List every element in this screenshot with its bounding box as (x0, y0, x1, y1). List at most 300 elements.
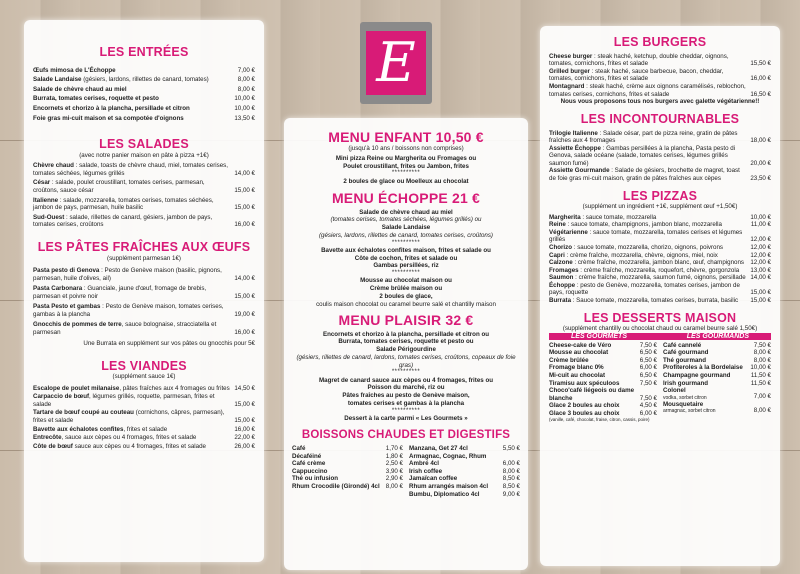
menu-item-text (292, 475, 386, 483)
menu-item-name: Végétarienne (549, 228, 588, 236)
menu-item-name: Cheese-cake de Véro (549, 341, 612, 349)
menu-line: Crème brûlée maison ou (369, 285, 443, 293)
menu-item (33, 267, 255, 282)
menu-item-text (549, 145, 750, 168)
menu-item (549, 364, 657, 372)
menu-item-name: Carpaccio de bœuf (33, 393, 90, 401)
menu-item-name: Tartare de bœuf coupé au couteau (33, 409, 134, 417)
menu-item-text (33, 434, 234, 442)
section-title: LES ENTRÉES (99, 45, 189, 59)
menu-item-price: 10,00 € (234, 95, 255, 103)
menu-item-price: 12,00 € (750, 259, 771, 267)
menu-item-text (409, 468, 503, 476)
menu-item-text (33, 105, 234, 113)
menu-item (33, 95, 255, 103)
menu-item (663, 372, 771, 380)
menu-item (549, 252, 771, 260)
menu-plaisir-title: MENU PLAISIR 32 € (338, 312, 474, 329)
menu-item-desc: : steak haché, ketchup, double cheddar, oignons, tomates, cornichons, frites et salade (549, 52, 729, 68)
menu-item-text (549, 410, 640, 418)
menu-item (549, 221, 771, 229)
menu-item-desc: , légumes grillés, roquette, parmesan, frites et salade (33, 393, 215, 408)
menu-item-price: 2,90 € (385, 475, 403, 483)
menu-item-price: 14,00 € (750, 274, 771, 282)
menu-item-price: 7,00 € (753, 393, 771, 401)
menu-item-text (33, 76, 238, 84)
menu-item-desc: : crème fraîche, mozzarella, jambon blanc, œuf, champignons (572, 259, 744, 267)
menu-item-desc: : crème fraîche, mozzarella, roquefort, chèvre, gorgonzola (578, 266, 740, 274)
menu-item-desc: , pâtes fraîches aux 4 fromages ou frites (119, 384, 230, 392)
section-incontournables (549, 113, 771, 183)
left-menu-panel (24, 20, 264, 562)
menu-item (549, 357, 657, 365)
menu-item-text (33, 86, 238, 94)
menu-enfant-line: Mini pizza Reine ou Margherita ou Fromages ou (335, 154, 477, 162)
menu-item-text (663, 342, 754, 350)
section-title: LES BURGERS (613, 35, 707, 49)
menu-item-price: 3,90 € (385, 467, 403, 475)
menu-item-name: Pasta pesto di Genova (33, 267, 100, 274)
menu-item-name: Œufs mimosa de L'Échoppe (33, 66, 116, 74)
menu-item-text (33, 214, 234, 229)
menu-item-text (549, 364, 640, 372)
menu-item-price: 11,50 € (750, 371, 771, 379)
menu-item-desc: : Pesto de Genève maison, tomates cerises, gambas à la plancha (33, 303, 224, 318)
menu-item-price: 23,50 € (750, 175, 771, 182)
menu-item-text (663, 357, 754, 365)
menu-enfant-line: 2 boules de glace ou Moelleux au chocolat (343, 177, 469, 185)
menu-item-text (409, 445, 503, 453)
menu-item-name: Saumon (549, 274, 574, 282)
menu-line: (tomates cerises, tomates séchées, légumes grillés) ou (330, 216, 482, 224)
menu-item-desc: : crème fraîche, mozzarella, saumon fumé, oignons, persillade (573, 274, 746, 282)
section-subtitle: (supplément chantilly ou chocolat chaud ou caramel beurre salé 1,50€) (562, 325, 758, 333)
menu-item-name: Assiette Échoppe (549, 144, 601, 152)
menu-item-price: 12,00 € (750, 244, 771, 251)
menu-item-name: Bavette aux échalotes confites (33, 425, 124, 433)
menu-item (33, 385, 255, 393)
menu-item-price: 15,00 € (750, 289, 771, 297)
menu-line: coulis maison chocolat ou caramel beurre salé et chantilly maison (316, 300, 496, 308)
menu-item-text (33, 179, 234, 194)
menu-item-name: Profiteroles à la Bordelaise (663, 364, 743, 372)
menu-item-desc: , sauce bolognaise, stracciatella et parmesan (33, 321, 217, 336)
menu-item (33, 393, 255, 408)
band-gourmands: LES GOURMANDS (686, 332, 749, 340)
menu-item-text (549, 297, 750, 305)
menu-item (292, 468, 403, 476)
section-subtitle: (supplément parmesan 1€) (107, 254, 181, 262)
menu-item (33, 105, 255, 113)
menu-item-name: Chèvre chaud (33, 162, 74, 170)
menu-item (33, 67, 255, 75)
menu-item-name: César (33, 179, 51, 187)
menu-item-price: 15,50 € (750, 60, 771, 68)
menu-item-price: 11,50 € (750, 379, 771, 387)
menu-item-text (33, 267, 234, 282)
menu-item-price: 15,00 € (750, 296, 771, 304)
menu-item-price: 7,00 € (237, 66, 255, 74)
menu-item-name: Mousquetaire (663, 400, 704, 408)
menu-item-text (663, 349, 754, 357)
menu-item-name: Décaféiné (292, 452, 322, 460)
menu-item-name: Thé gourmand (663, 356, 706, 364)
menu-line: Poisson du marché, riz ou (367, 384, 445, 392)
menu-item-text (33, 162, 234, 177)
menu-item-text (549, 130, 750, 145)
pates-note: Une Burrata en supplément sur vos pâtes ou gnocchis pour 5€ (83, 339, 255, 347)
menu-item-price: 1,80 € (385, 452, 403, 460)
menu-item-price: 16,00 € (750, 75, 771, 83)
menu-item-text (409, 475, 503, 483)
menu-item (549, 83, 771, 98)
menu-item-text (549, 221, 751, 229)
menu-item-text (33, 285, 234, 300)
menu-item-price: 1,70 € (385, 445, 403, 453)
menu-item-text (549, 282, 750, 297)
menu-item (549, 282, 771, 297)
menu-item-name: Armagnac, Cognac, Rhum Ambré 4cl (409, 452, 487, 468)
menu-item-price: 16,00 € (234, 221, 255, 229)
menu-item (549, 145, 771, 168)
menu-item (292, 460, 403, 468)
menu-item (292, 483, 403, 491)
menu-item-desc: : sauce tomate, mozzarella, chorizo, oignons, poivrons (572, 244, 724, 251)
menu-item-price: 10,00 € (234, 105, 255, 112)
menu-item-text (33, 197, 234, 212)
menu-item-name: Sud-Ouest (33, 213, 65, 221)
menu-item-name: Irish gourmand (663, 379, 709, 387)
menu-item-name: Mi-cuit au chocolat (549, 371, 606, 379)
menu-item-text (33, 385, 234, 393)
menu-line: Bavette aux échalotes confites maison, frites et salade ou (321, 246, 491, 254)
menu-item-text (409, 483, 503, 491)
menu-item-price: 7,50 € (639, 341, 657, 349)
menu-item-name: Fromages (549, 266, 579, 274)
menu-line: Burrata, tomates cerises, roquette et pesto ou (338, 338, 474, 346)
menu-item-price: 8,00 € (753, 406, 771, 414)
menu-item (33, 197, 255, 212)
menu-item-name: Café gourmand (663, 349, 709, 357)
menu-item-name: Côte de bœuf (33, 442, 73, 450)
menu-line: Mousse au chocolat maison ou (360, 277, 452, 285)
menu-item-text (409, 453, 503, 468)
menu-item (663, 357, 771, 365)
menu-item-name: Grilled burger (549, 67, 590, 75)
menu-item-text (549, 83, 750, 98)
menu-item-text (33, 303, 234, 318)
menu-item-price: 13,00 € (750, 266, 771, 274)
menu-item (292, 453, 403, 461)
menu-item-price: 14,00 € (234, 169, 255, 177)
menu-item-text (33, 409, 234, 424)
section-pizzas (549, 190, 771, 305)
menu-item-desc: : sauce tomate, mozzarella (580, 213, 657, 221)
menu-item-text (33, 393, 234, 408)
menu-item-text (663, 387, 754, 401)
menu-item (549, 267, 771, 275)
menu-item-desc: : Salade césar, part de pizza reine, gratin de pâtes fraîches aux 4 fromages (549, 129, 738, 145)
menu-item-price: 16,50 € (750, 90, 771, 98)
menu-enfant-subtitle: (jusqu'à 10 ans / boissons non comprises) (348, 145, 464, 153)
menu-item-desc: : sauce tomate, champignons, jambon blanc, mozzarella (565, 221, 723, 229)
menu-item (409, 453, 520, 468)
menu-enfant-line: Poulet croustillant, frites ou Jambon, frites (343, 162, 469, 170)
menu-item-text (292, 453, 386, 461)
menu-item-name: Glace 3 boules au choix (549, 409, 620, 417)
menu-item-text (33, 95, 234, 103)
menu-line: Salade Landaise (381, 224, 431, 232)
menu-item-price: 12,00 € (750, 251, 771, 259)
menu-item (409, 483, 520, 491)
menu-item-price: 6,00 € (639, 364, 657, 372)
menu-item-desc: : sauce tomate, mozzarella, tomates cerises et légumes grillés (549, 228, 743, 244)
menu-item-price: 9,00 € (502, 490, 520, 498)
menu-item-name: Entrecôte (33, 434, 62, 442)
menu-item-name: Tiramisu aux spéculoos (549, 379, 620, 387)
menu-item-price: 11,00 € (750, 221, 771, 229)
menu-item (663, 401, 771, 415)
menu-item-name: Salade de chèvre chaud au miel (33, 85, 127, 93)
menu-item-text (549, 53, 750, 68)
menu-item-name: Pasta Pesto et gambas (33, 303, 101, 311)
section-title: LES PIZZAS (622, 188, 698, 203)
menu-item-price: 16,00 € (234, 425, 255, 433)
menu-item (549, 380, 657, 388)
menu-item (549, 167, 771, 182)
menu-item-text (549, 372, 640, 380)
menu-item-text (33, 67, 238, 75)
menu-item-name: Cheese burger (549, 52, 593, 60)
menu-item-text (409, 491, 503, 499)
menu-item (549, 244, 771, 252)
menu-item (549, 387, 657, 402)
menu-item-text (549, 349, 640, 357)
menu-item-text (549, 167, 750, 182)
menu-item-name: Irish coffee (409, 467, 443, 475)
menu-item-name: Salade Landaise (33, 76, 82, 84)
section-desserts (549, 312, 771, 423)
menu-item (292, 475, 403, 483)
menu-item-name: Foie gras mi-cuit maison et sa compotée d'oignons (33, 114, 184, 122)
menu-item-price: 18,00 € (750, 137, 771, 145)
menu-item-desc: armagnac, sorbet citron (663, 408, 716, 415)
menu-line: Encornets et chorizo à la plancha, persillade et citron ou (322, 330, 490, 338)
boissons-columns (292, 445, 520, 498)
menu-item-price: 13,50 € (234, 114, 255, 122)
menu-item (409, 475, 520, 483)
section-pates (33, 241, 255, 348)
menu-item-text (549, 267, 750, 275)
section-title: LES DESSERTS MAISON (583, 310, 737, 325)
menu-item-name: Manzana, Get 27 4cl (409, 445, 468, 453)
menu-item (409, 468, 520, 476)
glace-flavours: (vanille, café, chocolat, fraise, citron, cassis, poire) (549, 417, 650, 423)
section-title: LES INCONTOURNABLES (580, 111, 740, 126)
menu-item-text (549, 274, 750, 282)
menu-item-price: 22,00 € (234, 434, 255, 442)
menu-item-text (33, 426, 234, 434)
menu-item (549, 349, 657, 357)
menu-item-name: Calzone (549, 259, 573, 267)
menu-item (409, 491, 520, 499)
menu-item-text (292, 468, 386, 476)
menu-item-desc: : Pesto de Genève maison (basilic, pignons, parmesan, huile d'olives, ail) (33, 267, 222, 282)
menu-item-price: 8,00 € (237, 85, 255, 93)
menu-item-text (549, 357, 640, 365)
menu-item (663, 364, 771, 372)
menu-item (33, 115, 255, 123)
menu-item-name: Burrata, tomates cerises, roquette et pesto (33, 95, 159, 103)
menu-item-name: Montagnard (549, 83, 585, 90)
menu-item-desc: (gésiers, lardons, rillettes de canard, tomates) (81, 76, 209, 84)
menu-item (549, 214, 771, 222)
menu-item-price: 8,00 € (237, 76, 255, 84)
menu-item-name: Champagne gourmand (663, 371, 731, 379)
menu-item (33, 285, 255, 300)
menu-item-name: Mousse au chocolat (549, 349, 609, 357)
menu-item-desc: vodka, sorbet citron (663, 394, 707, 401)
menu-item-desc: : steak haché, sauce barbecue, bacon, cheddar, tomates, cornichons, frites et salade (549, 67, 724, 83)
section-subtitle: (supplément un ingrédient +1€, supplément œuf +1,50€) (582, 203, 738, 211)
menu-enfant-title: MENU ENFANT 10,50 € (328, 129, 484, 145)
menu-item-text (33, 115, 234, 123)
menu-item-price: 2,50 € (385, 460, 403, 468)
menu-item (549, 259, 771, 267)
menu-item-desc: : Salade de gésiers, brochette de magret, toast de foie gras mi-cuit maison, gratin de pâtes fraîches aux cèpes (549, 167, 740, 182)
menu-item-text (292, 460, 386, 468)
menu-item-price: 12,00 € (750, 236, 771, 244)
menu-line: Magret de canard sauce aux cèpes ou 4 fromages, frites ou (319, 376, 493, 384)
menu-item-price: 19,00 € (234, 310, 255, 318)
menu-item (549, 53, 771, 68)
menu-item-desc: : salade, rillettes de canard, gésiers, jambon de pays, tomates cerises, croûtons (33, 213, 213, 229)
menu-item-price: 7,50 € (639, 379, 657, 387)
menu-item (292, 445, 403, 453)
menu-line: Dessert à la carte parmi « Les Gourmets » (344, 414, 468, 422)
menu-item-name: Rhum arrangés maison 4cl (409, 483, 489, 490)
menu-item (409, 445, 520, 453)
menu-item-desc: : Guanciale, jaune d'œuf, fromage de brebis, parmesan et poivre noir (33, 285, 207, 300)
section-title: LES SALADES (99, 137, 189, 152)
right-menu-panel (540, 26, 780, 566)
menu-item-text (549, 342, 640, 350)
menu-item-name: Reine (549, 221, 566, 229)
menu-item-name: Capri (549, 251, 565, 259)
menu-item-price: 6,00 € (502, 460, 520, 468)
menu-item-price: 8,00 € (753, 356, 771, 364)
menu-item-desc: : salade, mozzarella, tomates cerises, tomates séchées, jambon de pays, parmesan, huile basilic (33, 196, 214, 212)
menu-item-text (663, 364, 750, 372)
menu-item-price: 8,00 € (385, 483, 403, 490)
menu-item-desc: : Gambas persillées à la plancha, Pasta pesto di Genova, salade océane (salade, tomates cerises, légumes grillés saumon fumé) (549, 144, 736, 167)
menu-item-name: Encornets et chorizo à la plancha, persillade et citron (33, 105, 190, 112)
menu-echoppe-title: MENU ÉCHOPPE 21 € (331, 190, 481, 207)
menu-item-text (549, 259, 750, 267)
menu-item-price: 6,50 € (639, 356, 657, 364)
menu-item (33, 179, 255, 194)
menu-item-price: 6,50 € (639, 349, 657, 357)
menu-item (549, 68, 771, 83)
menu-item (663, 380, 771, 388)
separator-stars: ********** (391, 239, 421, 246)
menu-item-name: Trilogie Italienne (549, 129, 598, 137)
menu-item (663, 387, 771, 401)
menu-item-name: Jamaïcan coffee (409, 475, 458, 483)
menu-item-desc: : salade, poulet croustillant, tomates cerises, parmesan, croûtons, sauce césar (33, 179, 205, 194)
menu-item-price: 15,00 € (234, 187, 255, 194)
menu-item-name: Crème brûlée (549, 356, 589, 364)
menu-item (33, 443, 255, 451)
menu-item-name: Chorizo (549, 244, 573, 251)
menu-item-name: Café cannelé (663, 341, 702, 349)
menu-item-text (663, 401, 754, 415)
menu-item-text (663, 380, 751, 388)
menu-item-name: Fromage blanc 0% (549, 364, 604, 372)
menu-item (33, 434, 255, 442)
menu-item-name: Colonel (663, 387, 686, 395)
menu-line: (gésiers, rillettes de canard, lardons, tomates cerises, croûtons, copeaux de foie gras) (296, 353, 516, 369)
separator-stars: ********** (391, 369, 421, 376)
menu-item-text (33, 321, 234, 336)
menu-item (663, 342, 771, 350)
menu-item-name: Burrata (549, 296, 572, 304)
menu-item (33, 162, 255, 177)
menu-item-price: 5,50 € (502, 445, 520, 453)
section-subtitle: (avec notre panier maison en pâte à pizza +1€) (79, 151, 209, 159)
menu-item-text (549, 387, 640, 402)
section-entrees (33, 46, 255, 122)
menu-item-text (549, 244, 750, 252)
menu-item (549, 372, 657, 380)
menu-item (549, 229, 771, 244)
menu-item (33, 76, 255, 84)
section-burgers (549, 36, 771, 106)
menu-item-price: 10,00 € (750, 213, 771, 221)
menu-item (33, 86, 255, 94)
menu-line: tomates cerises et gambas à la plancha (347, 399, 465, 407)
menu-item-price: 20,00 € (750, 159, 771, 167)
menu-item-text (549, 402, 640, 410)
menu-item (549, 130, 771, 145)
menu-item-desc: sauce aux cèpes ou 4 fromages, frites et salade (72, 442, 206, 450)
menu-item (549, 274, 771, 282)
menu-item-desc: : Sauce tomate, mozzarella, tomates cerises, burrata, basilic (571, 296, 739, 304)
section-viandes (33, 360, 255, 451)
menu-line: Salade de chèvre chaud au miel (359, 208, 453, 216)
menu-item-price: 15,00 € (234, 400, 255, 408)
menu-line: Salade Périgourdine (376, 346, 436, 354)
menu-item-text (292, 483, 386, 491)
menu-item-price: 6,50 € (639, 371, 657, 379)
menu-echoppe-body (292, 209, 520, 309)
menu-item-name: Assiette Gourmande (549, 167, 610, 175)
section-title: LES PÂTES FRAÎCHES AUX ŒUFS (37, 239, 251, 254)
section-salades (33, 138, 255, 229)
menu-item-text (33, 443, 234, 451)
menu-item-price: 7,50 € (639, 394, 657, 402)
menu-item-price: 8,00 € (753, 349, 771, 357)
menu-item (663, 349, 771, 357)
menu-item-desc: (cornichons, câpres, parmesan), frites et salade (33, 409, 225, 424)
restaurant-logo (360, 22, 432, 104)
menu-line: (gésiers, lardons, rillettes de canard, tomates cerises, croûtons) (318, 231, 493, 239)
menu-plaisir-body (292, 331, 520, 423)
menu-item-name: Choco'café liégeois ou dame blanche (549, 387, 635, 402)
menu-item (33, 409, 255, 424)
section-title: LES VIANDES (101, 358, 187, 373)
menu-item-text (663, 372, 751, 380)
